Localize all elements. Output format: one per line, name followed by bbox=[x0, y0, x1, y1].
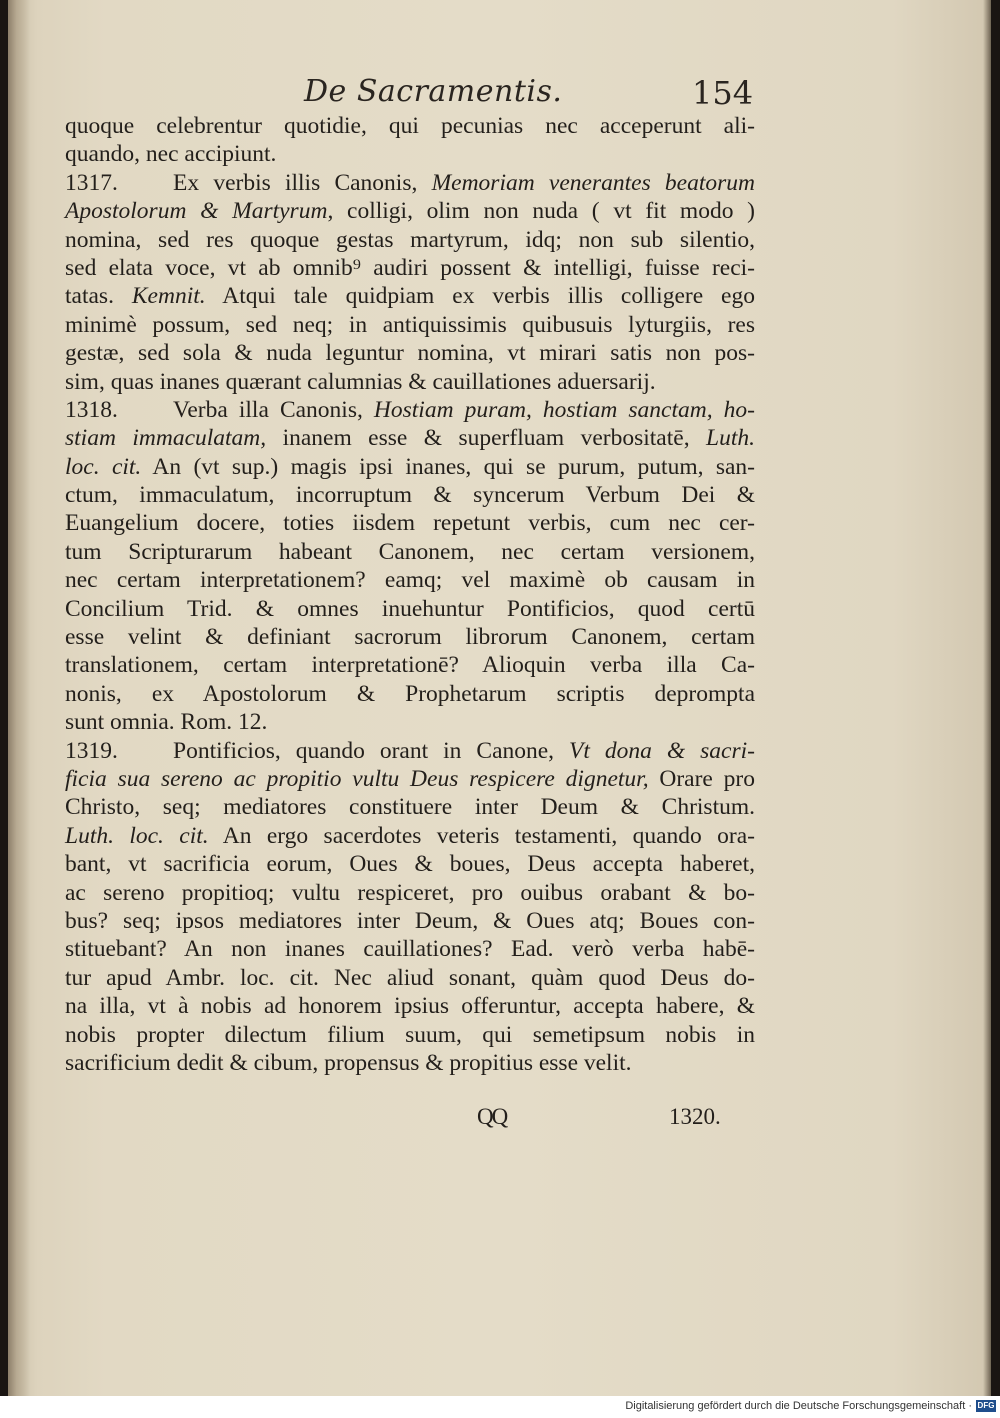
line-text: tatas. bbox=[65, 283, 132, 310]
text-line bbox=[65, 935, 755, 963]
page-gutter-shadow bbox=[8, 0, 30, 1396]
line-text: quoque celebrentur quotidie, qui pecunias nec acceperunt ali- bbox=[65, 113, 755, 139]
text-line bbox=[65, 481, 755, 509]
text-line bbox=[65, 368, 755, 396]
running-title: De Sacramentis. bbox=[304, 74, 563, 109]
text-line bbox=[65, 197, 755, 225]
line-text: minimè possum, sed neq; in antiquissimis quibusuis lyturgiis, res bbox=[65, 311, 755, 338]
line-text: translationem, certam interpretationē? Alioquin verba illa Ca- bbox=[65, 652, 755, 679]
digitization-bar bbox=[0, 1396, 1000, 1418]
dfg-logo: DFG bbox=[977, 1401, 995, 1410]
line-text: nonis, ex Apostolorum & Prophetarum scriptis deprompta bbox=[65, 680, 755, 707]
running-head bbox=[68, 72, 768, 116]
text-line bbox=[65, 1021, 755, 1049]
italic-text: Memoriam venerantes beatorum bbox=[431, 169, 755, 196]
page-footer bbox=[65, 1104, 755, 1138]
text-line bbox=[65, 424, 755, 452]
line-text: An ergo sacerdotes veteris testamenti, quando ora- bbox=[208, 822, 756, 849]
italic-text: Vt dona & sacri- bbox=[569, 737, 755, 764]
italic-text: loc. cit. bbox=[65, 453, 142, 480]
text-line bbox=[65, 708, 755, 736]
line-text: stituebant? An non inanes cauillationes? Ead. verò verba habē- bbox=[65, 936, 755, 963]
line-text: gestæ, sed sola & nuda leguntur nomina, vt mirari satis non pos- bbox=[65, 340, 755, 367]
line-text: Verba illa Canonis, bbox=[173, 396, 374, 423]
paragraph-number: 1319. bbox=[65, 737, 118, 764]
line-text: sim, quas inanes quærant calumnias & cauillationes aduersarij. bbox=[65, 368, 656, 395]
line-text: Ex verbis illis Canonis, bbox=[173, 169, 432, 196]
text-line bbox=[65, 595, 755, 623]
text-line bbox=[65, 850, 755, 878]
italic-text: ficia sua sereno ac propitio vultu Deus respicere dignetur, bbox=[65, 765, 649, 792]
line-text: ac sereno propitioq; vultu respiceret, pro ouibus orabant & bo- bbox=[65, 879, 755, 906]
line-text: sacrificium dedit & cibum, propensus & propitius esse velit. bbox=[65, 1049, 632, 1076]
italic-text: Luth. loc. cit. bbox=[65, 822, 209, 849]
text-line bbox=[65, 509, 755, 537]
line-text: , colligi, olim non nuda ( vt fit modo ) bbox=[327, 198, 755, 225]
text-line bbox=[65, 282, 755, 310]
line-text: quando, nec accipiunt. bbox=[65, 141, 277, 168]
line-text: bus? seq; ipsos mediatores inter Deum, & Oues atq; Boues con- bbox=[65, 907, 755, 934]
text-line bbox=[65, 453, 755, 481]
line-text: tum Scripturarum habeant Canonem, nec certam versionem, bbox=[65, 538, 755, 565]
text-line bbox=[65, 396, 755, 424]
catchword: 1320. bbox=[669, 1104, 721, 1129]
page-number: 154 bbox=[692, 74, 754, 112]
line-text: Euangelium docere, toties iisdem repetunt verbis, cum nec cer- bbox=[65, 510, 755, 537]
line-text: inanem esse & superfluam verbositatē, bbox=[266, 425, 707, 452]
text-line bbox=[65, 339, 755, 367]
body-text bbox=[65, 112, 755, 1077]
line-text: esse velint & definiant sacrorum librorum Canonem, certam bbox=[65, 624, 755, 651]
page-edge-shadow bbox=[983, 0, 991, 1396]
line-text: Pontificios, quando orant in Canone, bbox=[173, 737, 570, 764]
line-text: Christo, seq; mediatores constituere inter Deum & Christum. bbox=[65, 794, 755, 821]
signature-mark: QQ bbox=[477, 1104, 507, 1129]
text-line bbox=[65, 538, 755, 566]
italic-text: Luth. bbox=[706, 425, 755, 452]
line-text: nomina, sed res quoque gestas martyrum, idq; non sub silentio, bbox=[65, 226, 755, 253]
line-text: Orare pro bbox=[648, 765, 755, 792]
line-text: nobis propter dilectum filium suum, qui semetipsum nobis in bbox=[65, 1021, 755, 1048]
funding-note: Digitalisierung gefördert durch die Deutsche Forschungsgemeinschaft · bbox=[625, 1400, 972, 1412]
italic-text: Kemnit. bbox=[131, 283, 206, 310]
text-line bbox=[65, 1049, 755, 1077]
text-line bbox=[65, 737, 755, 765]
line-text: ctum, immaculatum, incorruptum & syncerum Verbum Dei & bbox=[65, 482, 755, 509]
text-line bbox=[65, 226, 755, 254]
italic-text: Hostiam puram, hostiam sanctam, ho- bbox=[373, 396, 755, 423]
line-text: nec certam interpretationem? eamq; vel maximè ob causam in bbox=[65, 567, 755, 594]
text-line bbox=[65, 765, 755, 793]
text-line bbox=[65, 112, 755, 140]
text-line bbox=[65, 822, 755, 850]
line-text: Concilium Trid. & omnes inuehuntur Pontificios, quod certū bbox=[65, 595, 755, 622]
line-text: na illa, vt à nobis ad honorem ipsius offeruntur, accepta habere, & bbox=[65, 993, 755, 1020]
line-text: sunt omnia. Rom. 12. bbox=[65, 709, 268, 736]
text-line bbox=[65, 879, 755, 907]
paragraph-number: 1318. bbox=[65, 396, 118, 423]
paragraph-number: 1317. bbox=[65, 169, 118, 196]
line-text: An (vt sup.) magis ipsi inanes, qui se purum, putum, san- bbox=[141, 453, 755, 480]
text-line bbox=[65, 793, 755, 821]
text-line bbox=[65, 623, 755, 651]
italic-text: Apostolorum & Martyrum bbox=[65, 198, 328, 225]
text-line bbox=[65, 254, 755, 282]
text-line bbox=[65, 311, 755, 339]
text-line bbox=[65, 680, 755, 708]
line-text: sed elata voce, vt ab omnib⁹ audiri possent & intelligi, fuisse reci- bbox=[65, 254, 755, 281]
book-page bbox=[8, 0, 991, 1396]
text-line bbox=[65, 992, 755, 1020]
italic-text: stiam immaculatam, bbox=[65, 425, 267, 452]
text-line bbox=[65, 140, 755, 168]
text-line bbox=[65, 907, 755, 935]
line-text: Atqui tale quidpiam ex verbis illis colligere ego bbox=[205, 283, 755, 310]
text-line bbox=[65, 169, 755, 197]
line-text: tur apud Ambr. loc. cit. Nec aliud sonant, quàm quod Deus do- bbox=[65, 964, 755, 991]
text-line bbox=[65, 651, 755, 679]
text-line bbox=[65, 964, 755, 992]
text-line bbox=[65, 566, 755, 594]
line-text: bant, vt sacrificia eorum, Oues & boues, Deus accepta haberet, bbox=[65, 851, 755, 878]
